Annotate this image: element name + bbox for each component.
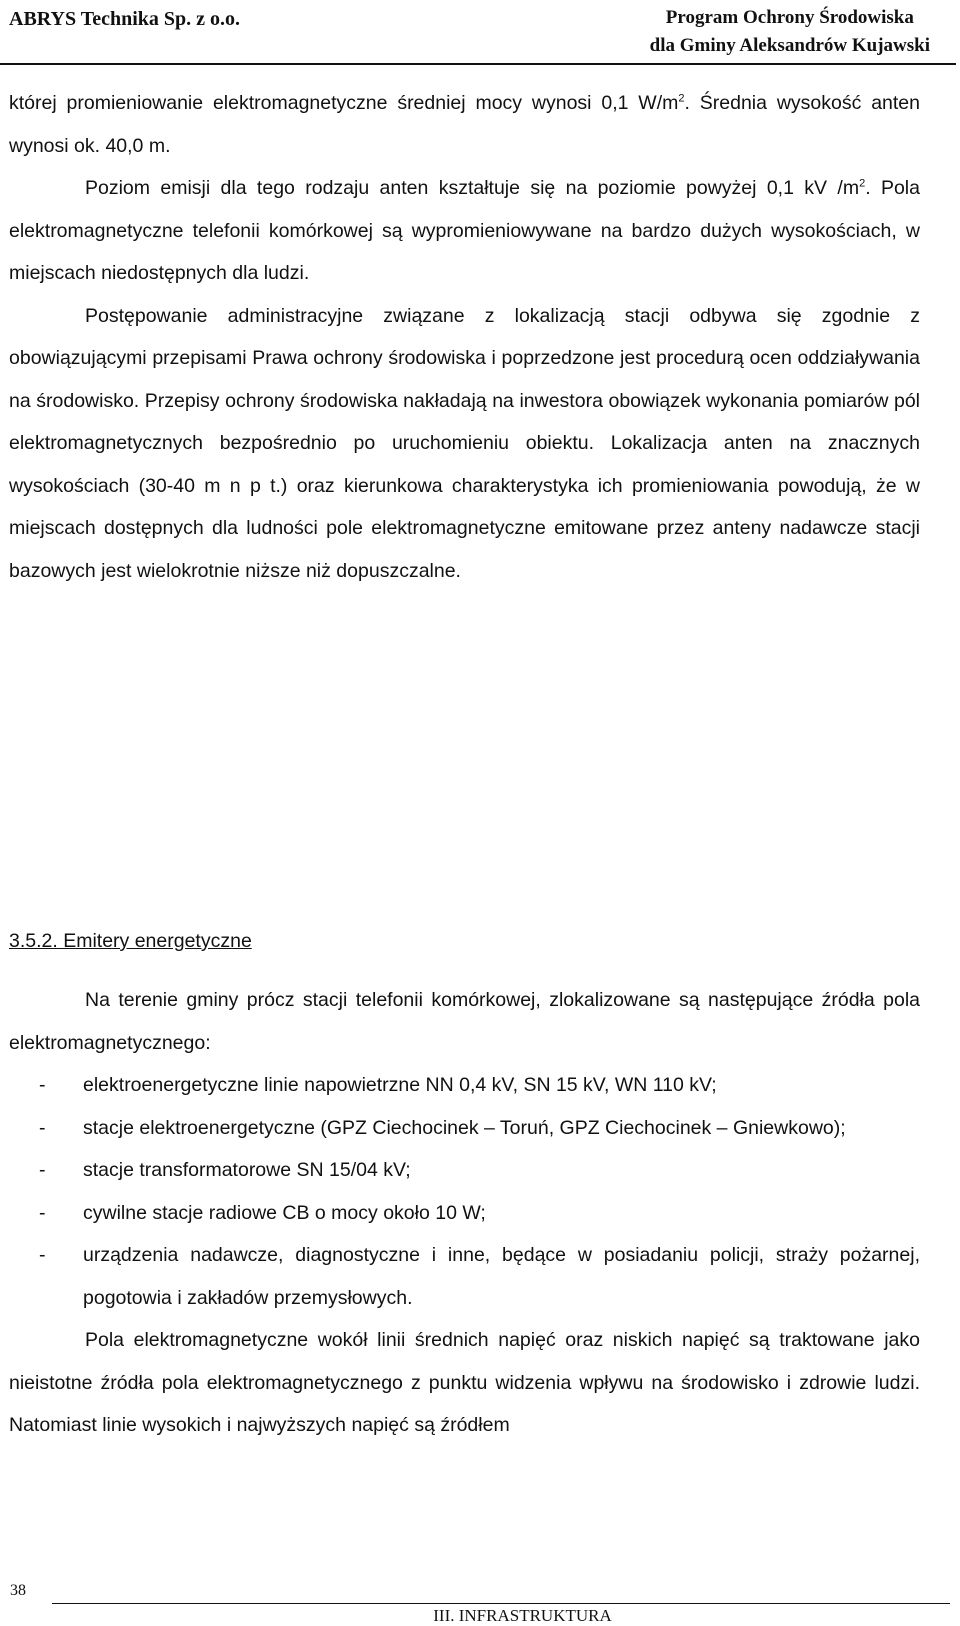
list-item-text: stacje elektroenergetyczne (GPZ Ciechocinek – Toruń, GPZ Ciechocinek – Gniewkowo);	[83, 1116, 846, 1139]
header-divider	[0, 63, 956, 65]
company-name: ABRYS Technika Sp. z o.o.	[9, 8, 241, 30]
list-item	[9, 1234, 920, 1319]
list-dash: -	[39, 1201, 46, 1224]
list-dash: -	[39, 1074, 46, 1096]
body-text-top	[9, 82, 920, 592]
list-dash: -	[39, 1159, 46, 1181]
body-text-bottom	[9, 979, 920, 1447]
paragraph-text: . Pola elektromagnetyczne telefonii komórkowej są wypromieniowywane na bardzo dużych wysokościach, w miejscach niedostępnych dla ludzi.	[9, 177, 920, 284]
chapter-title: III. INFRASTRUKTURA	[433, 1606, 612, 1625]
list-item	[9, 1149, 920, 1192]
paragraph-emission-level	[9, 167, 920, 295]
list-item-text: urządzenia nadawcze, diagnostyczne i inne, będące w posiadaniu policji, straży pożarnej, pogotowia i zakładów przemysłowych.	[83, 1244, 920, 1309]
program-title-line2: dla Gminy Aleksandrów Kujawski	[649, 35, 930, 56]
paragraph-text: której promieniowanie elektromagnetyczne średniej mocy wynosi 0,1 W/m	[9, 92, 679, 114]
program-title-line1: Program Ochrony Środowiska	[665, 7, 914, 28]
list-dash: -	[39, 1116, 46, 1139]
paragraph-text: . Średnia wysokość anten wynosi ok. 40,0 m.	[9, 92, 920, 157]
program-title	[650, 4, 930, 60]
superscript: 2	[859, 177, 866, 190]
footer-divider	[52, 1603, 950, 1604]
paragraph-antenna-power	[9, 82, 920, 167]
list-item	[9, 1064, 920, 1107]
list-item	[9, 1192, 920, 1235]
list-dash: -	[39, 1244, 46, 1266]
list-item-text: stacje transformatorowe SN 15/04 kV;	[83, 1159, 411, 1181]
paragraph-sources-intro: Na terenie gminy prócz stacji telefonii komórkowej, zlokalizowane są następujące źródła pola elektromagnetycznego:	[9, 989, 920, 1054]
paragraph-closing: Pola elektromagnetyczne wokół linii średnich napięć oraz niskich napięć są traktowane jako nieistotne źródła pola elektromagnetycznego z punktu widzenia wpływu na środowisko i zdrowie ludzi. Natomiast linie wysokich i najwyższych napięć są źródłem	[9, 1329, 920, 1436]
sources-list	[9, 1064, 920, 1319]
list-item	[9, 1107, 920, 1150]
list-item-text: elektroenergetyczne linie napowietrzne NN 0,4 kV, SN 15 kV, WN 110 kV;	[83, 1074, 717, 1096]
page-number: 38	[10, 1582, 26, 1599]
paragraph-administrative-procedure: Postępowanie administracyjne związane z lokalizacją stacji odbywa się zgodnie z obowiązującymi przepisami Prawa ochrony środowiska i poprzedzone jest procedurą ocen oddziaływania na środowisko. Przepisy ochrony środowiska nakładają na inwestora obowiązek wykonania pomiarów pól elektromagnetycznych bezpośrednio po uruchomieniu obiektu. Lokalizacja anten na znacznych wysokościach (30-40 m n p t.) oraz kierunkowa charakterystyka ich promieniowania powodują, że w miejscach dostępnych dla ludności pole elektromagnetyczne emitowane przez anteny nadawcze stacji bazowych jest wielokrotnie niższe niż dopuszczalne.	[9, 304, 920, 582]
superscript: 2	[678, 92, 685, 105]
paragraph-text: Poziom emisji dla tego rodzaju anten kształtuje się na poziomie powyżej 0,1 kV /m	[85, 177, 860, 199]
list-item-text: cywilne stacje radiowe CB o mocy około 10 W;	[83, 1201, 486, 1224]
section-heading: 3.5.2. Emitery energetyczne	[9, 930, 252, 952]
